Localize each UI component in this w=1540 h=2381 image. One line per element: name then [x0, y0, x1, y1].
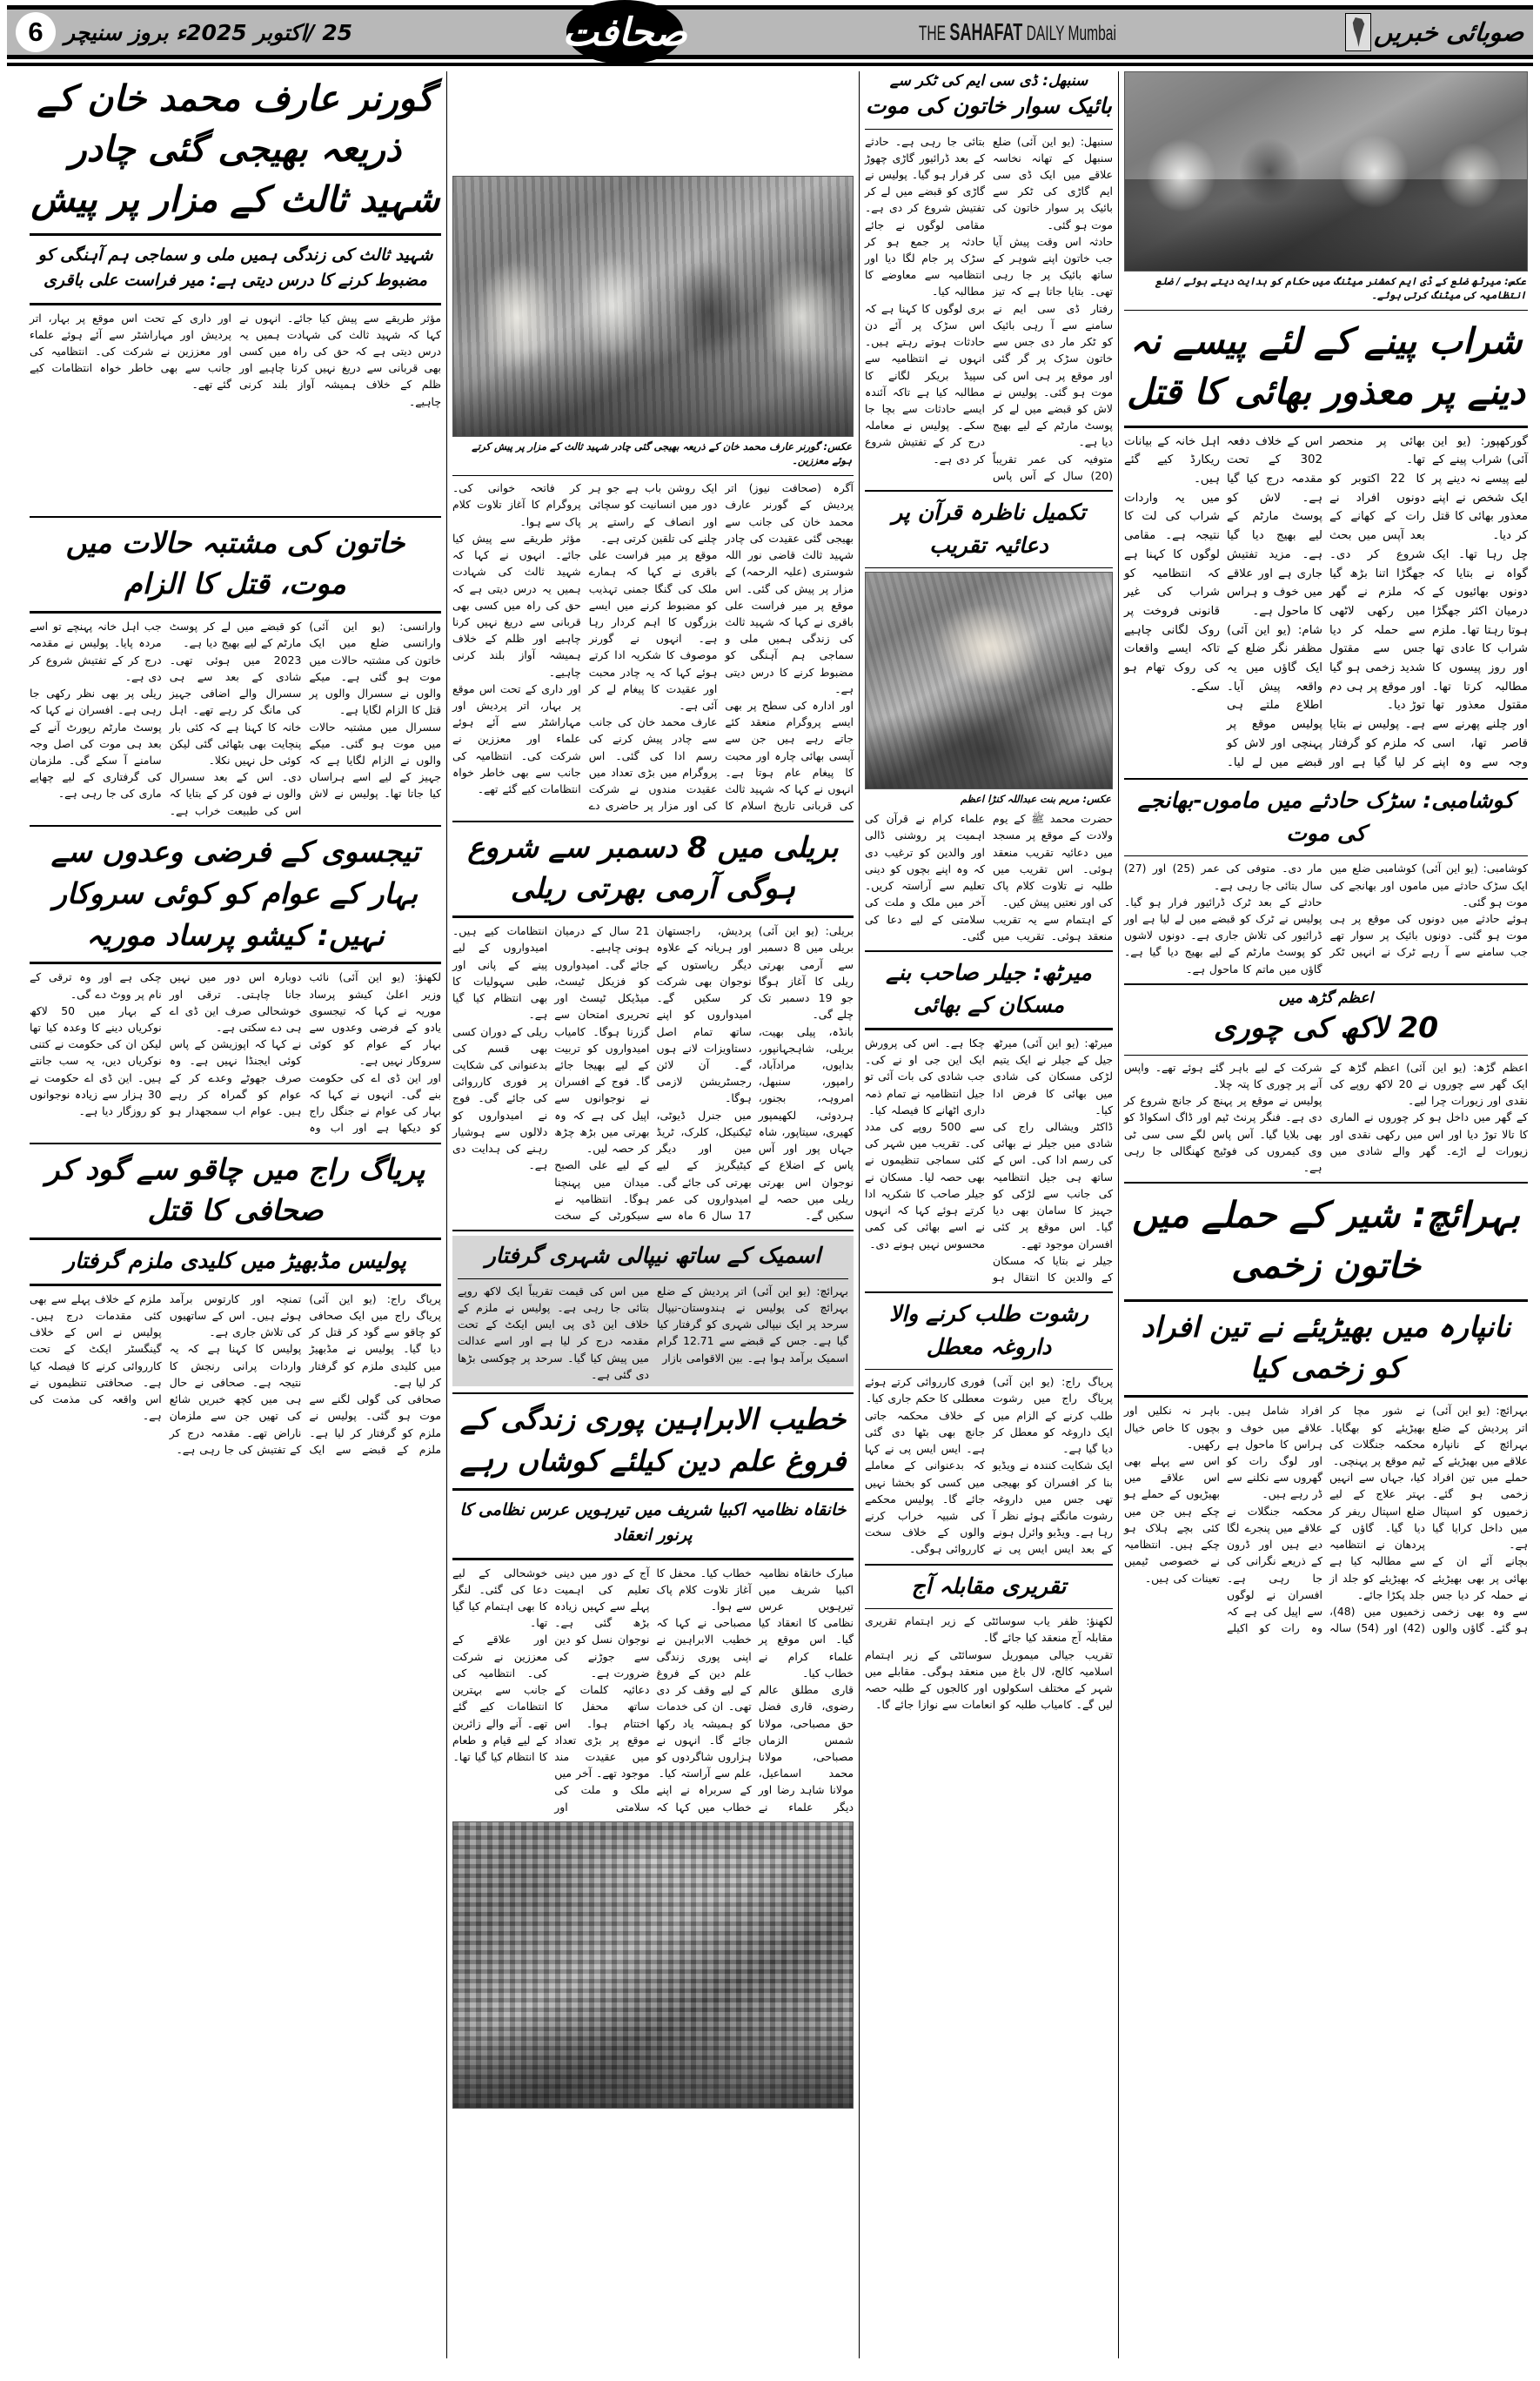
bareilly-body	[452, 922, 854, 1224]
sambhal-kicker: سنبھل: ڈی سی ایم کی ٹکر سے	[889, 72, 1088, 90]
koshambi-para-1: حادثے کے بعد ٹرک ڈرائیور فرار ہو گیا۔ پولیس نے ٹرک کو قبضے میں لے لیا ہے اور ڈرائیور کی تلاش جاری ہے۔ دونوں لاشوں کو پوسٹ مارٹم کے لیے بھیج دیا گیا ہے۔ گاؤں میں ماتم کا ماحول ہے۔	[1124, 895, 1322, 976]
smack-body	[458, 1283, 848, 1383]
azamgarh-body	[1124, 1059, 1528, 1177]
lead-subhead: شہید ثالث کی زندگی ہمیں ملی و سماجی ہم آہنگی کو مضبوط کرنے کا درس دیتی ہے: میر فراست علی باقری	[37, 245, 433, 291]
prayagraj-dateline: پریاگ راج: (یو این آئی) پریاگ راج میں ایک صحافی کو چاقو سے گود کر قتل کر دیا گیا۔ پولیس نے مڈبھیڑ میں کلیدی ملزم کو گرفتار کر لیا ہے۔	[309, 1291, 441, 1389]
page-number-badge: 6	[16, 12, 56, 52]
azamgarh-para-1: پولیس نے موقع پر پہنچ کر جانچ شروع کر دی ہے۔ فنگر پرنٹ ٹیم اور ڈاگ اسکواڈ کو بھی بلایا گیا۔ آس پاس لگے سی سی ٹی وی کیمروں کی فوٹیج کھنگالی جا رہی ہے۔	[1124, 1094, 1322, 1174]
bihar-body	[30, 969, 441, 1136]
takmeel-headline: تکمیل ناظرہ قرآن پر دعائیہ تقریب	[892, 500, 1086, 558]
bareilly-dateline: بریلی: (یو این آئی) بریلی میں 8 دسمبر سے آرمی بھرتی ریلی کا آغاز ہوگا جو 19 دسمبر تک چلے گی۔	[758, 924, 854, 1022]
smack-dateline: بہرائچ: (یو این آئی) اتر پردیش کے ضلع بہرائچ کی پولیس نے ہندوستان-نیپال سرحد پر ایک نیپالی شہری کو گرفتار کیا گیا ہے۔ جس کے قبضے سے 12.71 گرام اسمیک برآمد ہوا ہے۔ بین الاقوامی بازار	[657, 1284, 848, 1365]
lead-right-para-1: اور داری کے تحت اس موقع پر بہار، اتر پردیش اور مہاراشٹر سے آئے ہوئے علماء اور معززین نے شرکت کی۔ انتظامیہ کی جانب سے بھی خاطر خواہ انتظامات کیے گئے تھے۔	[30, 311, 231, 392]
khatoon-para-3: ریلی پر بھی نظر رکھی جا رہی ہے۔ افسران نے کہا کہ پوسٹ مارٹم رپورٹ آنے کے بعد ہی موت کی اصل وجہ سامنے آ سکے گی۔ ملزمان کی گرفتاری کے لیے چھاپے ماری کی جا رہی ہے۔	[30, 687, 162, 801]
lead-dateline: آگرہ (صحافت نیوز) اتر پردیش کے گورنر عارف محمد خان کی جانب سے بھیجی گئی عقیدت کی چادر شہید ثالث قاضی نور اللہ شوستری (علیہ الرحمہ) کے مزار پر پیش کی گئی۔ اس موقع پر میر فراست علی باقری نے کہا کہ شہید ثالث کی زندگی ہمیں ملی و سماجی ہم آہنگی کو مضبوط کرنے کا درس دیتی ہے۔	[725, 481, 854, 695]
prayagraj-subhead: پولیس مڈبھیڑ میں کلیدی ملزم گرفتار	[64, 1248, 406, 1274]
azamgarh-dateline: اعظم گڑھ: (یو این آئی) اعظم گڑھ کے ایک گھر سے چوروں نے 20 لاکھ روپے کی نقدی اور زیورات چرا لیے۔	[1329, 1060, 1529, 1108]
sharab-body	[1124, 433, 1528, 773]
bareilly-para-5: ریلی کے دوران کسی بھی قسم کی بدعنوانی کی شکایت پر فوری کارروائی کی جائے گی۔ فوج نے امیدواروں کو دلالوں سے ہوشیار رہنے کی ہدایت دی ہے۔	[452, 1024, 548, 1172]
column-right	[24, 71, 447, 2358]
bahraich-para-2: کیا، جہاں سے انہیں بہتر علاج کے لیے ضلع اسپتال ریفر کر دیا گیا۔ گاؤں کے پردھان نے انتظامیہ سے مطالبہ کیا ہے کہ بھیڑیئے کو جلد از جلد پکڑا جائے۔	[1329, 1471, 1425, 1601]
sambhal-para-2: بری لوگوں کا کہنا ہے کہ اس سڑک پر آئے دن حادثات ہوتے رہتے ہیں۔ انہوں نے انتظامیہ سے سپیڈ بریکر لگانے کا مطالبہ کیا ہے تاکہ آئندہ ایسے حادثات سے بچا جا سکے۔ پولیس نے معاملہ درج کر کے تفتیش شروع کر دی ہے۔	[865, 301, 985, 466]
khatoon-dateline: وارانسی: (یو این آئی) وارانسی ضلع میں ایک خاتون کی مشتبہ حالات میں موت ہو گئی ہے۔ میکے والوں نے سسرال والوں پر قتل کا الزام لگایا ہے۔	[309, 620, 441, 717]
taqreeri-headline: تقریری مقابلہ آج	[911, 1573, 1067, 1599]
prayagraj-body	[30, 1291, 441, 1458]
lead-para-0: اور ادارہ کی سطح پر بھی ایسے پروگرام منعقد کئے جاتے رہے ہیں جن سے آپسی بھائی چارہ اور محبت کا پیغام عام ہوتا ہے۔ انہوں نے کہا کہ شہید ثالث کی قربانی تاریخ اسلام کا ایک روشن باب ہے جو ہر دور میں انسانیت کو سچائی اور انصاف کے راستے پر چلنے کی تلقین کرتی ہے۔	[588, 481, 854, 813]
sharab-para-3: شام: (یو این آئی) مظفر نگر ضلع کے ایک گاؤں میں یہ واقعہ پیش آیا۔ اطلاع ملتے ہی پولیس موقع پر پہنچی اور لاش کو قبضے میں لے لیا۔ اہل خانہ کے بیانات ریکارڈ کیے گئے ہیں۔	[1124, 434, 1322, 769]
bahraich-para-5: اس سے پہلے بھی اس علاقے میں بھیڑیوں کے حملے ہو چکے ہیں جن میں کئی بچے ہلاک ہو چکے ہیں۔ انتظامیہ نے خصوصی ٹیمیں تعینات کی ہیں۔	[1124, 1453, 1220, 1585]
koshambi-para-0: ہوئے حادثے میں دونوں کی موقع پر ہی موت ہو گئی۔ دونوں بائیک پر سوار تھے جب سامنے سے آ رہے ٹرک نے انہیں ٹکر مار دی۔ متوفی کی عمر (25) اور (27) سال بتائی جا رہی ہے۔	[1124, 862, 1528, 959]
khateeb-para-4: اور علاقے کے معززین نے شرکت کی۔ انتظامیہ کی جانب سے بہترین انتظامات کیے گئے تھے۔ آنے والے زائرین کے لیے قیام و طعام کا انتظام کیا گیا تھا۔	[452, 1633, 548, 1763]
lead-right-para-0: مؤثر طریقے سے پیش کیا جائے۔ انہوں نے کہا کہ شہید ثالث کی شہادت ہمیں یہ درس دیتی ہے کہ حق کی راہ میں کسی بھی قربانی سے دریغ نہیں کرنا چاہیے اور ظلم کے خلاف ہمیشہ آواز بلند کرنی چاہیے۔	[239, 311, 441, 408]
sambhal-body	[865, 133, 1113, 485]
column-left	[1119, 71, 1533, 2358]
takmeel-body	[865, 810, 1113, 944]
takmeel-para-1: کے اہتمام سے یہ تقریب منعقد ہوئی۔ تقریب میں علماء کرام نے قرآن کی اہمیت پر روشنی ڈالی اور والدین کو ترغیب دی کہ وہ اپنے بچوں کو دینی تعلیم سے آراستہ کریں۔ آخر میں ملک و ملت کی سلامتی کے لیے دعا کی گئی۔	[865, 812, 1113, 942]
bahraich-para-3: زخمیوں میں (48)، (42) اور (54) سالہ افراد شامل ہیں۔ علاقے میں خوف و ہراس کا ماحول ہے اور لوگ رات کو گھروں سے نکلنے سے ڈر رہے ہیں۔	[1227, 1404, 1425, 1635]
bahraich-headline-2: نانپارہ میں بھیڑیئے نے تین افراد کو زخمی کیا	[1141, 1309, 1511, 1385]
meerut-para-2: سے 500 روپے کی مدد کی۔ تقریب میں شہر کی کئی سماجی تنظیموں نے بھی حصہ لیا۔ مسکان نے جیلر صاحب کا شکریہ ادا کرتے ہوئے کہا کہ انہوں نے اسے بھائی کی کمی محسوس نہیں ہونے دی۔	[865, 1120, 985, 1251]
sambhal-dateline: سنبھل: (یو این آئی) ضلع سنبھل کے تھانہ نخاسہ علاقے میں ایک ڈی سی ایم گاڑی کی ٹکر سے بائیک پر سوار خاتون کی موت ہو گئی۔	[993, 134, 1113, 231]
khateeb-para-2: کے سربراہ نے اپنے خطاب میں کہا کہ آج کے دور میں دینی تعلیم کی اہمیت پہلے سے کہیں زیادہ بڑھ گئی ہے۔ نوجوان نسل کو دین سے جوڑنے کی ضرورت ہے۔	[554, 1566, 752, 1814]
koshambi-dateline: کوشامبی: (یو این آئی) کوشامبی ضلع میں ایک سڑک حادثے میں ماموں اور بھانجے کی موت ہو گئی۔	[1329, 862, 1528, 909]
meerut-para-0: ڈاکٹر ویشالی راج کی شادی میں جیلر نے بھائی کی رسم ادا کی۔ اس کے ساتھ ہی جیل انتظامیہ کی جانب سے لڑکی کو جہیز کا سامان بھی دیا گیا۔ اس موقع پر کئی افسران موجود تھے۔	[993, 1120, 1113, 1251]
bareilly-para-1: پردیش، راجستھان اور ہریانہ کے علاوہ دیگر ریاستوں کے نوجوان بھی شرکت کر سکیں گے۔ امیدواروں کو اپنے ساتھ تمام اصل دستاویزات لانے ہوں گے۔ آن لائن رجسٹریشن لازمی ہوگا۔	[656, 924, 752, 1105]
smack-para-0: میں اس کی قیمت تقریباً ایک لاکھ روپے بتائی جا رہی ہے۔ پولیس نے ملزم کے خلاف این ڈی پی ایس ایکٹ کے تحت مقدمہ درج کر لیا ہے اور اسے عدالت میں پیش کیا گیا۔ سرحد پر چوکسی بڑھا دی گئی ہے۔	[458, 1284, 649, 1381]
khateeb-para-3: دعائیہ کلمات کے ساتھ محفل کا اختتام ہوا۔ اس موقع پر بڑی تعداد میں عقیدت مند موجود تھے۔ آخر میں ملک و ملت کی سلامتی اور خوشحالی کے لیے دعا کی گئی۔ لنگر کا بھی اہتمام کیا گیا تھا۔	[452, 1566, 650, 1814]
provincial-news-label: صوبائی خبریں	[1373, 17, 1526, 47]
bihar-headline: تیجسوی کے فرضی وعدوں سے بہار کے عوام کو کوئی سروکار نہیں: کیشو پرساد موریہ	[50, 834, 420, 952]
lead-para-3: مؤثر طریقے سے پیش کیا جائے۔ انہوں نے کہا کہ شہید ثالث کی شہادت ہمیں یہ درس دیتی ہے کہ حق کی راہ میں کسی بھی قربانی سے دریغ نہیں کرنا چاہیے اور ظلم کے خلاف ہمیشہ آواز بلند کرنی چاہیے۔	[452, 531, 581, 679]
bihar-para-0: اور این ڈی اے کی حکومت بنے گی۔ انہوں نے کہا کہ بہار کی عوام نے جنگل راج کو دیکھا ہے اور اب وہ دوبارہ اس دور میں نہیں جانا چاہتی۔ ترقی اور خوشحالی صرف این ڈی اے ہی دے سکتی ہے۔	[169, 970, 441, 1135]
maryam-portrait-photo	[865, 572, 1113, 789]
india-map-icon	[1345, 13, 1371, 51]
publication-date: 25 /اکتوبر 2025ء بروز سنیچر	[64, 19, 353, 45]
khateeb-headline: خطیب الابراہین پوری زندگی کے فروغ علم دین کیلئے کوشاں رہے	[459, 1402, 847, 1478]
meerut-para-1: جیلر نے بتایا کہ مسکان کے والدین کا انتقال ہو چکا ہے۔ اس کی پرورش ایک این جی او نے کی۔ جب شادی کی بات آئی تو جیل انتظامیہ نے تمام ذمہ داری اٹھانے کا فیصلہ کیا۔	[865, 1036, 1113, 1284]
newspaper-page	[0, 5, 1540, 2381]
khatoon-para-2: دی۔ اس کے بعد سسرال والوں نے فون کر کے بتایا کہ اس کی طبیعت خراب ہے۔ جب اہل خانہ پہنچے تو اسے مردہ پایا۔ پولیس نے مقدمہ درج کر کے تفتیش شروع کر دی ہے۔	[30, 620, 302, 817]
bahraich-para-4: محکمہ جنگلات نے علاقے میں پنجرے لگا دیے ہیں اور ڈرون کے ذریعے نگرانی کی جا رہی ہے۔ افسران نے لوگوں سے اپیل کی ہے کہ وہ رات کو اکیلے باہر نہ نکلیں اور بچوں کا خاص خیال رکھیں۔	[1124, 1404, 1322, 1635]
meeting-photo-caption: عکس: میرٹھ ضلع کے ڈی ایم کمشنر میٹنگ میں حکام کو ہدایت دیتے ہوئے / ضلع انتظامیہ کی میٹنگ کرتی ہوئے۔	[1155, 275, 1526, 302]
azamgarh-para-0: کے گھر میں داخل ہو کر چوروں نے الماری کا تالا توڑ دیا اور اس میں رکھی نقدی اور زیورات لے اڑے۔ گھر والے شادی میں شرکت کے لیے باہر گئے ہوئے تھے۔ واپس آنے پر چوری کا پتہ چلا۔	[1124, 1060, 1528, 1157]
bareilly-headline: بریلی میں 8 دسمبر سے شروع ہوگی آرمی بھرتی ریلی	[467, 829, 839, 906]
taqreeri-dateline: لکھنؤ: ظفر یاب سوسائٹی کے زیر اہتمام تقریری مقابلہ آج منعقد کیا جائے گا۔	[865, 1614, 1113, 1645]
masthead-bottom-rule	[7, 63, 1533, 66]
bahraich-headline: بہرائچ: شیر کے حملے میں خاتون زخمی	[1132, 1194, 1520, 1287]
smack-article	[452, 1236, 854, 1386]
khatoon-para-1: 2023 میں ہوئی تھی۔ شادی کے بعد سے ہی سسرال والے اضافی جہیز کی مانگ کر رہے تھے۔ اہل خانہ کا کہنا ہے کہ کئی بار پنچایت بھی بٹھائی گئی لیکن کوئی حل نہیں نکلا۔	[169, 653, 302, 767]
lead-headline: گورنر عارف محمد خان کے ذریعہ بھیجی گئی چادر شہید ثالث کے مزار پر پیش	[30, 77, 440, 221]
prayagraj-para-2: ملزم کے خلاف پہلے سے بھی کئی مقدمات درج ہیں۔ پولیس نے اس کے خلاف گینگسٹر ایکٹ کے تحت کارروائی کرنے کا فیصلہ کیا ہے۔ صحافتی تنظیموں نے اس واقعہ کی مذمت کی ہے۔	[30, 1291, 162, 1423]
khatoon-para-0: سسرال میں مشتبہ حالات میں موت ہو گئی۔ میکے والوں نے الزام لگایا ہے کہ جہیز کے لیے اسے ہراساں کیا جاتا تھا۔ پولیس نے لاش کو قبضے میں لے کر پوسٹ مارٹم کے لیے بھیج دیا ہے۔	[169, 620, 441, 801]
takmeel-para-0: حضرت محمد ﷺ کے یوم ولادت کے موقع پر مسجد میں دعائیہ تقریب منعقد ہوئی۔ اس تقریب میں طلبہ نے تلاوت کلام پاک کی اور نعتیں پیش کیں۔	[993, 812, 1113, 909]
column-mid-left	[860, 71, 1119, 2358]
khateeb-subhead: خانقاہ نظامیہ اکبیا شریف میں تیرہویں عرس نظامی کا پرنور انعقاد	[459, 1499, 847, 1546]
prayagraj-headline: پریاگ راج میں چاقو سے گود کر صحافی کا قتل	[45, 1151, 425, 1228]
khatoon-body	[30, 618, 441, 819]
bareilly-para-4: کے لیے علی الصبح میدان میں پہنچنا ہوگا۔ انتظامیہ نے سیکورٹی کے سخت انتظامات کیے ہیں۔ امیدواروں کے لیے پینے کے پانی اور طبی سہولیات کا بھی انتظام کیا گیا ہے۔	[452, 924, 650, 1222]
bahraich-body	[1124, 1402, 1528, 1636]
rishwat-para-0: ایک شکایت کنندہ نے ویڈیو بنا کر افسران کو بھیجی تھی جس میں داروغہ رشوت مانگتے ہوئے نظر آ رہا ہے۔ ویڈیو وائرل ہونے کے بعد ایس ایس پی نے فوری کارروائی کرتے ہوئے معطلی کا حکم جاری کیا۔	[865, 1375, 1113, 1556]
khateeb-para-0: قاری مطلق عالم رضوی، قاری فضل حق مصباحی، مولانا شمس الزماں مصباحی، مولانا محمد اسماعیل، مولانا شاہد رضا اور دیگر علماء نے خطاب کیا۔ محفل کا آغاز تلاوت کلام پاک سے ہوا۔	[656, 1566, 854, 1814]
taqreeri-body	[865, 1613, 1113, 1713]
english-masthead-title: THE SAHAFAT DAILY Mumbai	[919, 17, 1117, 45]
meerut-headline: میرٹھ: جیلر صاحب بنے مسکان کے بھائی	[886, 959, 1092, 1018]
koshambi-body	[1124, 860, 1528, 977]
bahraich-para-1: بچانے آئے ان کے بھائی پر بھی بھیڑیئے نے حملہ کر دیا جس سے وہ بھی زخمی ہو گئے۔ گاؤں والوں نے شور مچا کر بھیڑیئے کو بھگایا۔ محکمہ جنگلات کی ٹیم موقع پر پہنچی۔	[1329, 1404, 1528, 1635]
meerut-body	[865, 1035, 1113, 1285]
khateeb-para-1: مصباحی نے کہا کہ خطیب الابراہین نے اپنی پوری زندگی علم دین کے فروغ کے لیے وقف کر دی تھی۔ ان کی خدمات کو ہمیشہ یاد رکھا جائے گا۔ انہوں نے ہزاروں شاگردوں کو علم سے آراستہ کیا۔	[656, 1616, 752, 1781]
lead-para-1: موقع پر میر فراست علی باقری نے کہا کہ ہمارے ملک کی گنگا جمنی تہذیب کو مضبوط کرنے میں ایسے بزرگوں کا اہم کردار رہا ہے۔ انہوں نے گورنر موصوف کا شکریہ ادا کرتے ہوئے کہا کہ یہ چادر محبت اور عقیدت کا پیغام لے کر آئی ہے۔	[588, 548, 718, 713]
azamgarh-headline: 20 لاکھ کی چوری	[1213, 1009, 1439, 1044]
sambhal-para-0: حادثہ اس وقت پیش آیا جب خاتون اپنے شوہر کے ساتھ بائیک پر جا رہی تھی۔ بتایا جاتا ہے کہ تیز رفتار ڈی سی ایم نے سامنے سے آ رہی بائیک کو ٹکر مار دی جس سے خاتون سڑک پر گر گئی اور موقع پر ہی اس کی موت ہو گئی۔ پولیس نے لاش کو قبضے میں لے کر پوسٹ مارٹم کے لیے بھیج دیا ہے۔	[993, 234, 1113, 449]
meerut-dateline: میرٹھ: (یو این آئی) میرٹھ جیل کے جیلر نے ایک یتیم لڑکی مسکان کی شادی میں بھائی کا فرض ادا کیا۔	[993, 1036, 1113, 1117]
bihar-para-2: کے بہار میں 50 لاکھ نوکریاں دینے کا وعدہ کیا تھا لیکن ان کی حکومت نے کتنی نوکریاں دیں، یہ سب جانتے ہیں۔ این ڈی اے حکومت نے 30 ہزار سے زیادہ نوجوانوں کو روزگار دیا ہے۔	[30, 1003, 162, 1118]
provincial-news-logo	[1343, 13, 1526, 51]
sambhal-headline: بائیک سوار خاتون کی موت	[865, 93, 1113, 118]
maryam-photo-caption: عکس: مریم بنت عبداللہ کنڑا اعظم	[960, 793, 1111, 806]
rishwat-para-1: کے خلاف محکمہ جاتی جانچ بھی بٹھا دی گئی ہے۔ ایس ایس پی نے کہا کہ بدعنوانی کے معاملے میں کسی کو بخشا نہیں جائے گا۔ پولیس محکمے کی شبیہ خراب کرنے والوں کے خلاف سخت کارروائی ہوگی۔	[865, 1408, 985, 1556]
koshambi-headline: کوشامبی: سڑک حادثے میں ماموں-بھانجے کی موت	[1137, 788, 1515, 846]
bareilly-para-2: میں جنرل ڈیوٹی، ٹیکنیکل، کلرک، ٹریڈ مین اور دیگر کیٹیگریز کے لیے بھرتی کی جائے گی۔ امیدواروں کی عمر 17 سال 6 ماہ سے 21 سال کے درمیان ہونی چاہیے۔	[554, 924, 752, 1222]
urs-gathering-photo	[452, 1821, 854, 2109]
azamgarh-kicker: اعظم گڑھ میں	[1278, 989, 1374, 1007]
sharab-dateline: گورکھپور: (یو این آئی) شراب پینے کے لیے پیسے نہ دینے پر ایک شخص نے اپنے معذور بھائی کا قتل کر دیا۔	[1432, 434, 1528, 543]
ceremony-photo-caption: عکس: گورنر عارف محمد خان کے ذریعہ بھیجی گئی چادر شہید ثالث کے مزار پر پیش کرتے ہوئے معززین۔	[472, 440, 852, 467]
taqreeri-para-0: تقریب جیالی میموریل سوسائٹی کے زیر اہتمام اسلامیہ کالج، لال باغ میں منعقد ہوگی۔ مقابلے میں شہر کے مختلف اسکولوں اور کالجوں کے طلبہ حصہ لیں گے۔ کامیاب طلبہ کو انعامات سے نوازا جائے گا۔	[865, 1647, 1113, 1712]
sharab-para-1: کا 22 اکتوبر کو دونوں افراد نے رات کے کھانے کے بعد آپس میں بحث شروع کر دی۔ جھگڑا اتنا بڑھ گیا کہ ملزم نے گھر میں رکھی لاٹھی سے حملہ کر دیا جس سے مقتول شدید زخمی ہو گیا اور موقع پر ہی دم توڑ دیا۔	[1329, 473, 1425, 713]
lead-right-body	[30, 310, 441, 510]
bareilly-para-3: جائے گی۔ امیدواروں کو فزیکل ٹیسٹ، میڈیکل ٹیسٹ اور تحریری امتحان سے گزرنا ہوگا۔ کامیاب امیدواروں کو تربیت کے لیے بھیجا جائے گا۔ فوج کے افسران نے نوجوانوں سے اپیل کی ہے کہ وہ بھرتی میں بڑھ چڑھ کر حصہ لیں۔	[554, 957, 650, 1156]
chadar-ceremony-photo	[452, 176, 854, 437]
rishwat-headline: رشوت طلب کرنے والا داروغہ معطل	[889, 1301, 1088, 1359]
khateeb-body	[452, 1565, 854, 1815]
sambhal-para-1: متوفیہ کی عمر تقریباً (20) سال کے آس پاس بتائی جا رہی ہے۔ حادثے کے بعد ڈرائیور گاڑی چھوڑ کر فرار ہو گیا۔ پولیس نے گاڑی کو قبضے میں لے کر تفتیش شروع کر دی ہے۔ مقامی لوگوں نے جائے حادثہ پر جمع ہو کر سڑک پر جام لگا دیا اور انتظامیہ سے معاوضے کا مطالبہ کیا۔	[865, 134, 1113, 482]
lead-body	[452, 480, 854, 814]
sharab-para-2: ہے۔ پولیس نے بتایا کہ ملزم کو گرفتار کر لیا گیا ہے اور اس کے خلاف دفعہ 302 کے تحت مقدمہ درج کیا گیا ہے۔ لاش کو پوسٹ مارٹم کے لیے بھیج دیا گیا ہے۔ مزید تفتیش جاری ہے اور علاقے میں خوف و ہراس کا ماحول ہے۔	[1227, 434, 1425, 769]
smack-headline: اسمیک کے ساتھ نیپالی شہری گرفتار	[485, 1243, 821, 1269]
masthead	[7, 5, 1533, 59]
rishwat-dateline: پریاگ راج: (یو این آئی) پریاگ راج میں رشوت طلب کرنے کے الزام میں ایک داروغہ کو معطل کر دیا گیا ہے۔	[993, 1375, 1113, 1456]
lead-para-4: اور داری کے تحت اس موقع پر بہار، اتر پردیش اور مہاراشٹر سے آئے ہوئے علماء اور معززین نے شرکت کی۔ انتظامیہ کی جانب سے بھی خاطر خواہ انتظامات کیے گئے تھے۔	[452, 681, 581, 796]
khateeb-dateline: مبارک خانقاہ نظامیہ اکبیا شریف میں تیرہویں عرس نظامی کا انعقاد کیا گیا۔ اس موقع پر علماء کرام نے خطاب کیا۔	[758, 1566, 854, 1680]
page-content	[7, 71, 1533, 2358]
sharab-para-0: چل رہا تھا۔ ایک گواہ نے بتایا کہ دونوں بھائیوں کے درمیان اکثر جھگڑا ہوتا رہتا تھا۔ ملزم شراب کا عادی تھا اور روز پیسوں کا مطالبہ کرتا تھا۔ مقتول معذور تھا اور چلنے پھرنے سے قاصر تھا، اسی وجہ سے وہ اپنے بھائی پر منحصر تھا۔	[1329, 434, 1528, 769]
meeting-photo	[1124, 71, 1528, 272]
khatoon-headline: خاتون کی مشتبہ حالات میں موت، قتل کا الزام	[65, 525, 405, 601]
column-center	[447, 71, 860, 2358]
bihar-dateline: لکھنؤ: (یو این آئی) نائب وزیر اعلیٰ کیشو پرساد موریہ نے کہا کہ تیجسوی یادو کے فرضی وعدوں سے بہار کے عوام کو کوئی سروکار نہیں ہے۔	[309, 970, 441, 1068]
lead-para-2: عارف محمد خان کی جانب سے چادر پیش کرنے کی رسم ادا کی گئی۔ اس پروگرام میں بڑی تعداد میں عقیدت مندوں نے شرکت کی اور مزار پر حاضری دے کر فاتحہ خوانی کی۔ پروگرام کا آغاز تلاوت کلام پاک سے ہوا۔	[452, 481, 718, 813]
prayagraj-para-0: صحافی کی گولی لگنے سے موت ہو گئی۔ پولیس نے ملزم کو گرفتار کر لیا ہے۔ ملزم کے قبضے سے ایک تمنچہ اور کارتوس برآمد ہوئے ہیں۔ اس کے ساتھیوں کی تلاش جاری ہے۔	[169, 1291, 441, 1456]
rishwat-body	[865, 1373, 1113, 1557]
sharab-para-4: میں یہ واردات شراب کی لت کا نتیجہ ہے۔ مقامی لوگوں کا کہنا ہے کہ انتظامیہ کو شراب کی غیر قانونی فروخت پر روک لگانی چاہیے تاکہ ایسے واقعات کی روک تھام ہو سکے۔	[1124, 491, 1220, 694]
bareilly-para-0: بانڈہ، پیلی بھیت، بریلی، شاہجہانپور، بدایوں، مرادآباد، رامپور، سنبھل، امروہہ، بجنور، ہردوئی، لکھیمپور کھیری، سیتاپور، شاہ جہاں پور اور آس پاس کے اضلاع کے نوجوان اس بھرتی ریلی میں حصہ لے سکیں گے۔	[758, 1024, 854, 1222]
sahafat-logo: صحافت	[566, 0, 683, 64]
bahraich-para-0: بہرائچ: (یو این آئی) اتر پردیش کے ضلع بہرائچ کے نانپارہ علاقے میں بھیڑیئے کے حملے میں تین افراد زخمی ہو گئے۔ زخمیوں کو اسپتال میں داخل کرایا گیا ہے۔	[1432, 1404, 1528, 1552]
prayagraj-para-1: پولیس کا کہنا ہے کہ یہ واردات پرانی رنجش کا نتیجہ ہے۔ صحافی نے حال ہی میں کچھ خبریں شائع کی تھیں جن سے ملزمان ناراض تھے۔ مقدمہ درج کر کے تفتیش کی جا رہی ہے۔	[169, 1342, 302, 1456]
bihar-para-1: نے کہا کہ اپوزیشن کے پاس کوئی ایجنڈا نہیں ہے۔ وہ صرف جھوٹے وعدے کر کے عوام کو گمراہ کر رہے ہیں۔ عوام اب سمجھدار ہو چکی ہے اور وہ ترقی کے نام پر ووٹ دے گی۔	[30, 970, 302, 1118]
sharab-headline: شراب پینے کے لئے پیسے نہ دینے پر معذور بھائی کا قتل	[1127, 320, 1525, 413]
